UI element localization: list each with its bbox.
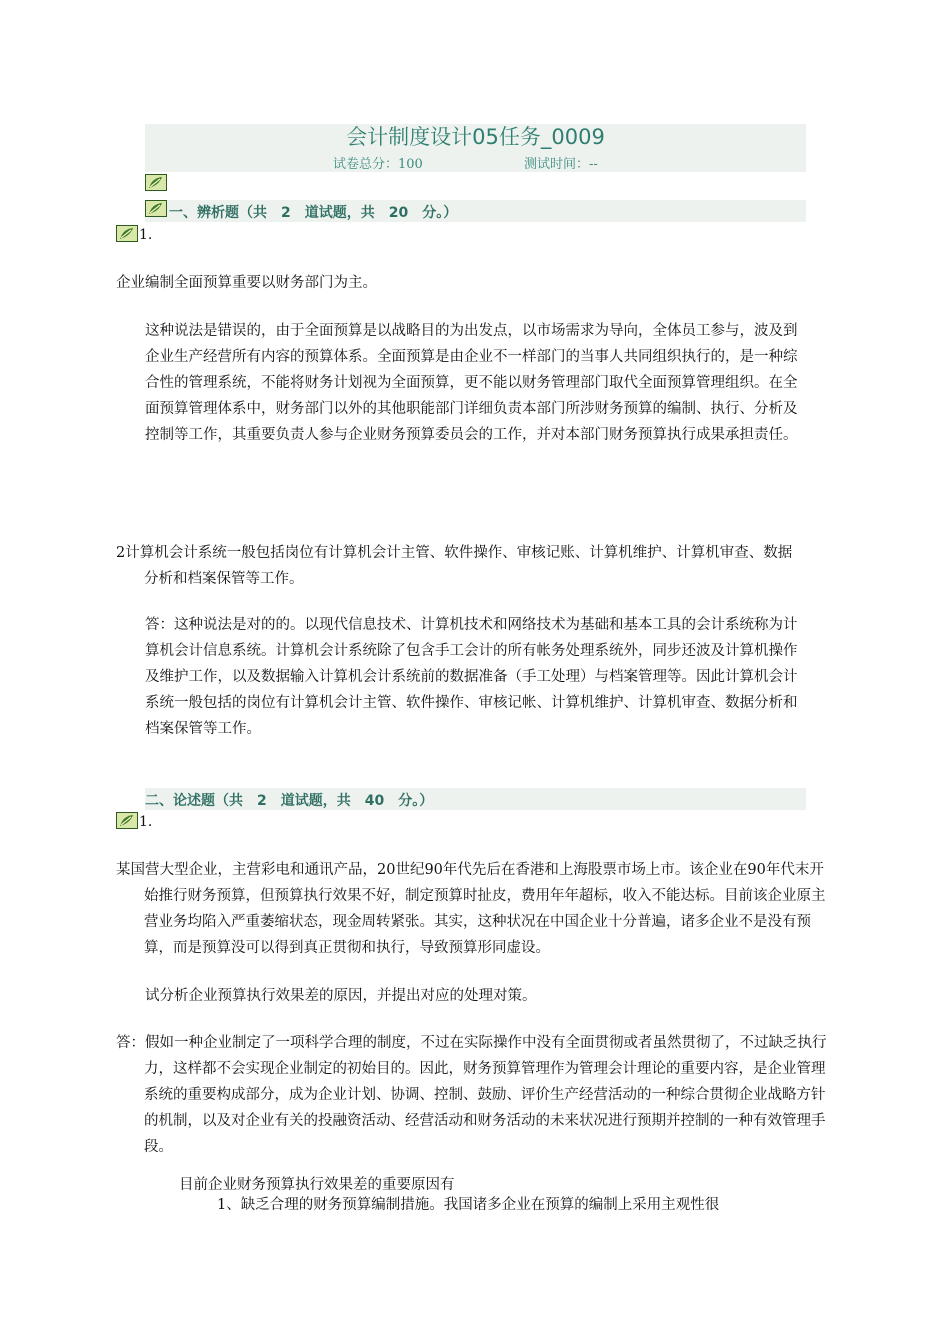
reasons-intro: 目前企业财务预算执行效果差的重要原因有	[179, 1177, 455, 1193]
test-time: 测试时间：--	[524, 157, 598, 172]
section-title-1: 一、辨析题（共 2 道试题，共 20 分。）	[169, 205, 458, 221]
green-leaf-icon[interactable]	[116, 812, 138, 829]
question-number: 1.	[139, 227, 153, 243]
reason-1: 1、缺乏合理的财务预算编制措施。我国诸多企业在预算的编制上采用主观性很	[217, 1197, 720, 1213]
question-text: 某国营大型企业，主营彩电和通讯产品，20世纪90年代先后在香港和上海股票市场上市。该企业在90年代末开始推行财务预算，但预算执行效果不好，制定预算时扯皮，费用年年超标，收入不能达标。目前该企业原主营业务均陷入严重萎缩状态，现金周转紧张。其实，这种状况在中国企业十分普遍，诸多企业不是没有预算，而是预算没可以得到真正贯彻和执行，导致预算形同虚设。	[116, 862, 826, 956]
green-leaf-icon[interactable]	[145, 174, 167, 191]
green-leaf-icon[interactable]	[116, 225, 138, 242]
question-ask: 试分析企业预算执行效果差的原因，并提出对应的处理对策。	[145, 988, 537, 1004]
question-text: 企业编制全面预算重要以财务部门为主。	[116, 275, 377, 291]
answer-text: 答：假如一种企业制定了一项科学合理的制度，不过在实际操作中没有全面贯彻或者虽然贯彻了，不过缺乏执行力，这样都不会实现企业制定的初始目的。因此，财务预算管理作为管理会计理论的重要内容，是企业管理系统的重要构成部分，成为企业计划、协调、控制、鼓励、评价生产经营活动的一种综合贯彻企业战略方针的机制，以及对企业有关的投融资活动、经营活动和财务活动的未来状况进行预期并控制的一种有效管理手段。	[116, 1035, 827, 1155]
question-text: 2计算机会计系统一般包括岗位有计算机会计主管、软件操作、审核记账、计算机维护、计算机审查、数据分析和档案保管等工作。	[116, 545, 793, 587]
section-title-2: 二、论述题（共 2 道试题，共 40 分。）	[145, 793, 434, 809]
total-score: 试卷总分：100	[333, 157, 423, 172]
page-title: 会计制度设计05任务_0009	[346, 125, 605, 149]
green-leaf-icon[interactable]	[145, 200, 167, 217]
answer-text: 答：这种说法是对的的。以现代信息技术、计算机技术和网络技术为基础和基本工具的会计系统称为计算机会计信息系统。计算机会计系统除了包含手工会计的所有帐务处理系统外，同步还波及计算机操作及维护工作，以及数据输入计算机会计系统前的数据准备（手工处理）与档案管理等。因此计算机会计系统一般包括的岗位有计算机会计主管、软件操作、审核记帐、计算机维护、计算机审查、数据分析和档案保管等工作。	[145, 617, 798, 737]
answer-text: 这种说法是错误的，由于全面预算是以战略目的为出发点，以市场需求为导向，全体员工参与，波及到企业生产经营所有内容的预算体系。全面预算是由企业不一样部门的当事人共同组织执行的，是一种综合性的管理系统，不能将财务计划视为全面预算，更不能以财务管理部门取代全面预算管理组织。在全面预算管理体系中，财务部门以外的其他职能部门详细负责本部门所涉财务预算的编制、执行、分析及控制等工作，其重要负责人参与企业财务预算委员会的工作，并对本部门财务预算执行成果承担责任。	[145, 323, 798, 443]
question-number: 1.	[139, 814, 153, 830]
